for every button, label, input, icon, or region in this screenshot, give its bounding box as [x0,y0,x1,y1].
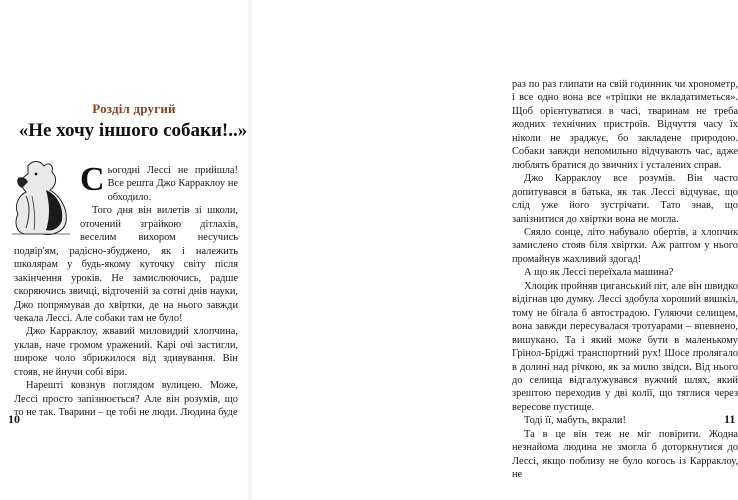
chapter-title: «Не хочу іншого собаки!..» [18,120,248,141]
paragraph: Джо Карраклоу, жвавий миловидий хлопчина, уклав, наче громом уражений. Карі очі застигли, широке чоло збрижилося від здивування. Він стояв, не йнучи собі віри. [14,326,238,378]
right-body-text [512,78,738,482]
paragraph: Хлоцик пройняв циганський піт, але він швидко відігнав цю думку. Лессі здобула хороший вишкіл, тому не бігала б автострадою. Гуляючи селищем, вона завжди пересувалася тротуарами – впевнено, вишукано. Та і який може бути в маленькому Грінол-Бріджі транспортний рух! Шосе пролягало в долині над річкою, як за милю звідси. Від нього до селища відгалужувався вужчий шлях, який зрештою переходив у дві колії, що тяглися через вересове пустище. [512,280,738,413]
paragraph: Тоді її, мабуть, вкрали! [524,415,626,427]
opening-paragraph [14,161,238,204]
right-page [250,0,738,500]
paragraph: Та в це він теж не міг повірити. Жодна незнайома людина не змогла б доторкнутися до Лессі, якщо поблизу не було когось із Карраклоу, не [512,428,738,481]
left-body-text [14,161,238,420]
page-number-right: 11 [724,412,736,426]
left-page [0,0,250,500]
paragraph: Джо Карраклоу все розумів. Він часто допитувався в батька, як так Лессі відчуває, що слід уже його зустрічати. Тато знав, що запізнитися до хвіртки вона не могла. [512,173,738,225]
drop-cap: С [80,161,105,198]
paragraph: Того дня він вилетів зі школи, оточений зграйкою дітлахів, веселим вихором несучись подвір'ям, радісно-збуджено, як і належить школярам у будь-якому куточку світу після закінчення уроків. Не замислюючись, радше скоряючись звичці, відточеній за сотні днів науки, Джо попрямував до хвіртки, де на нього завжди чекала Лессі. Але собаки там не було! [14,205,238,324]
paragraph: Сяяло сонце, літо набувало обертів, а хлопчик замислено стояв біля хвіртки. Аж раптом у нього промайнув жахливий здогад! [512,226,738,265]
page-number-left: 10 [8,412,20,426]
chapter-number: Розділ другий [92,101,176,116]
paragraph: А що як Лессі переїхала машина? [524,267,674,279]
paragraph: Нарешті ковзнув поглядом вулицею. Може, Лессі просто запізнюється? Але він розумів, що то не так. Тварини – це тобі не люди. Людина буде [14,380,238,419]
paragraph: раз по раз глипати на свій годинник чи хронометр, і все одно вона все «трішки не вкладатиметься». Щоб орієнтуватися в часі, тваринам не треба жодних технічних пристроїв. Відчуття часу їх ніколи не зраджує, бо закладене природою. Собаки завжди непомильно відчувають час, адже люблять братися до звичних і усталених справ. [512,79,738,171]
illustration-wrap-space [14,164,80,232]
paragraph-text: ьогодні Лессі не прийшла! Все решта Джо Карраклоу не обходило. [107,165,238,203]
